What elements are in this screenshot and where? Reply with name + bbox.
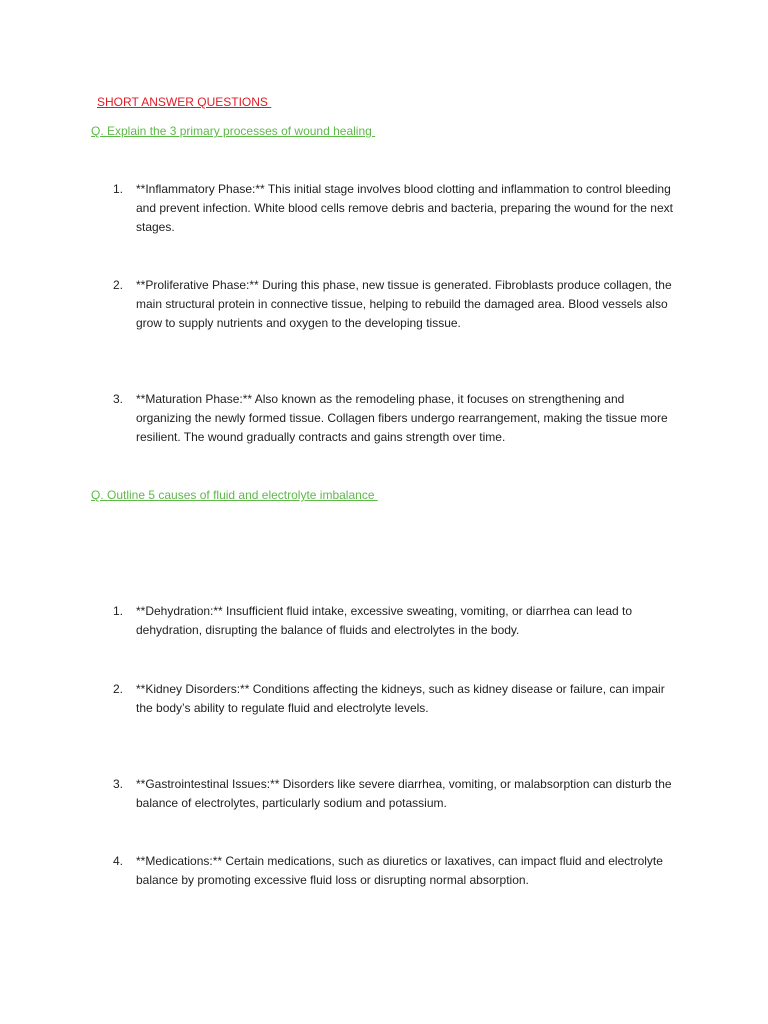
list-item-number: 1. (113, 182, 124, 196)
list-item-number: 4. (113, 854, 124, 868)
list-item-number: 3. (113, 777, 124, 791)
list-item-number: 3. (113, 392, 124, 406)
list-item-text: **Medications:** Certain medications, such as diuretics or laxatives, can impact fluid and electrolyte balance by promoting excessive fluid loss or disrupting normal absorption. (136, 854, 663, 887)
list-item-text: **Inflammatory Phase:** This initial stage involves blood clotting and inflammation to control bleeding and prevent infection. White blood cells remove debris and bacteria, preparing the wound for the next stages. (136, 182, 673, 234)
list-item-text: **Maturation Phase:** Also known as the remodeling phase, it focuses on strengthening and organizing the newly formed tissue. Collagen fibers undergo rearrangement, making the tissue more resilient. The wound gradually contracts and gains strength over time. (136, 392, 668, 444)
question-prompt-fluid-electrolyte: Q. Outline 5 causes of fluid and electrolyte imbalance (91, 488, 378, 502)
list-item-number: 2. (113, 682, 124, 696)
list-item (113, 180, 673, 237)
list-item (113, 602, 673, 640)
list-item-text: **Dehydration:** Insufficient fluid intake, excessive sweating, vomiting, or diarrhea can lead to dehydration, disrupting the balance of fluids and electrolytes in the body. (136, 604, 633, 637)
list-item (113, 852, 673, 890)
list-item (113, 775, 673, 813)
list-item-text: **Kidney Disorders:** Conditions affecting the kidneys, such as kidney disease or failure, can impair the body’s ability to regulate fluid and electrolyte levels. (136, 682, 665, 715)
section-title: SHORT ANSWER QUESTIONS (97, 95, 272, 109)
list-item (113, 680, 673, 718)
question-prompt-wound-healing: Q. Explain the 3 primary processes of wound healing (91, 124, 376, 138)
list-item (113, 276, 673, 333)
list-item-text: **Proliferative Phase:** During this phase, new tissue is generated. Fibroblasts produce collagen, the main structural protein in connective tissue, helping to rebuild the damaged area. Blood vessels also grow to supply nutrients and oxygen to the developing tissue. (136, 278, 672, 330)
list-item (113, 390, 673, 447)
list-item-text: **Gastrointestinal Issues:** Disorders like severe diarrhea, vomiting, or malabsorption can disturb the balance of electrolytes, particularly sodium and potassium. (136, 777, 672, 810)
list-item-number: 2. (113, 278, 124, 292)
list-item-number: 1. (113, 604, 124, 618)
